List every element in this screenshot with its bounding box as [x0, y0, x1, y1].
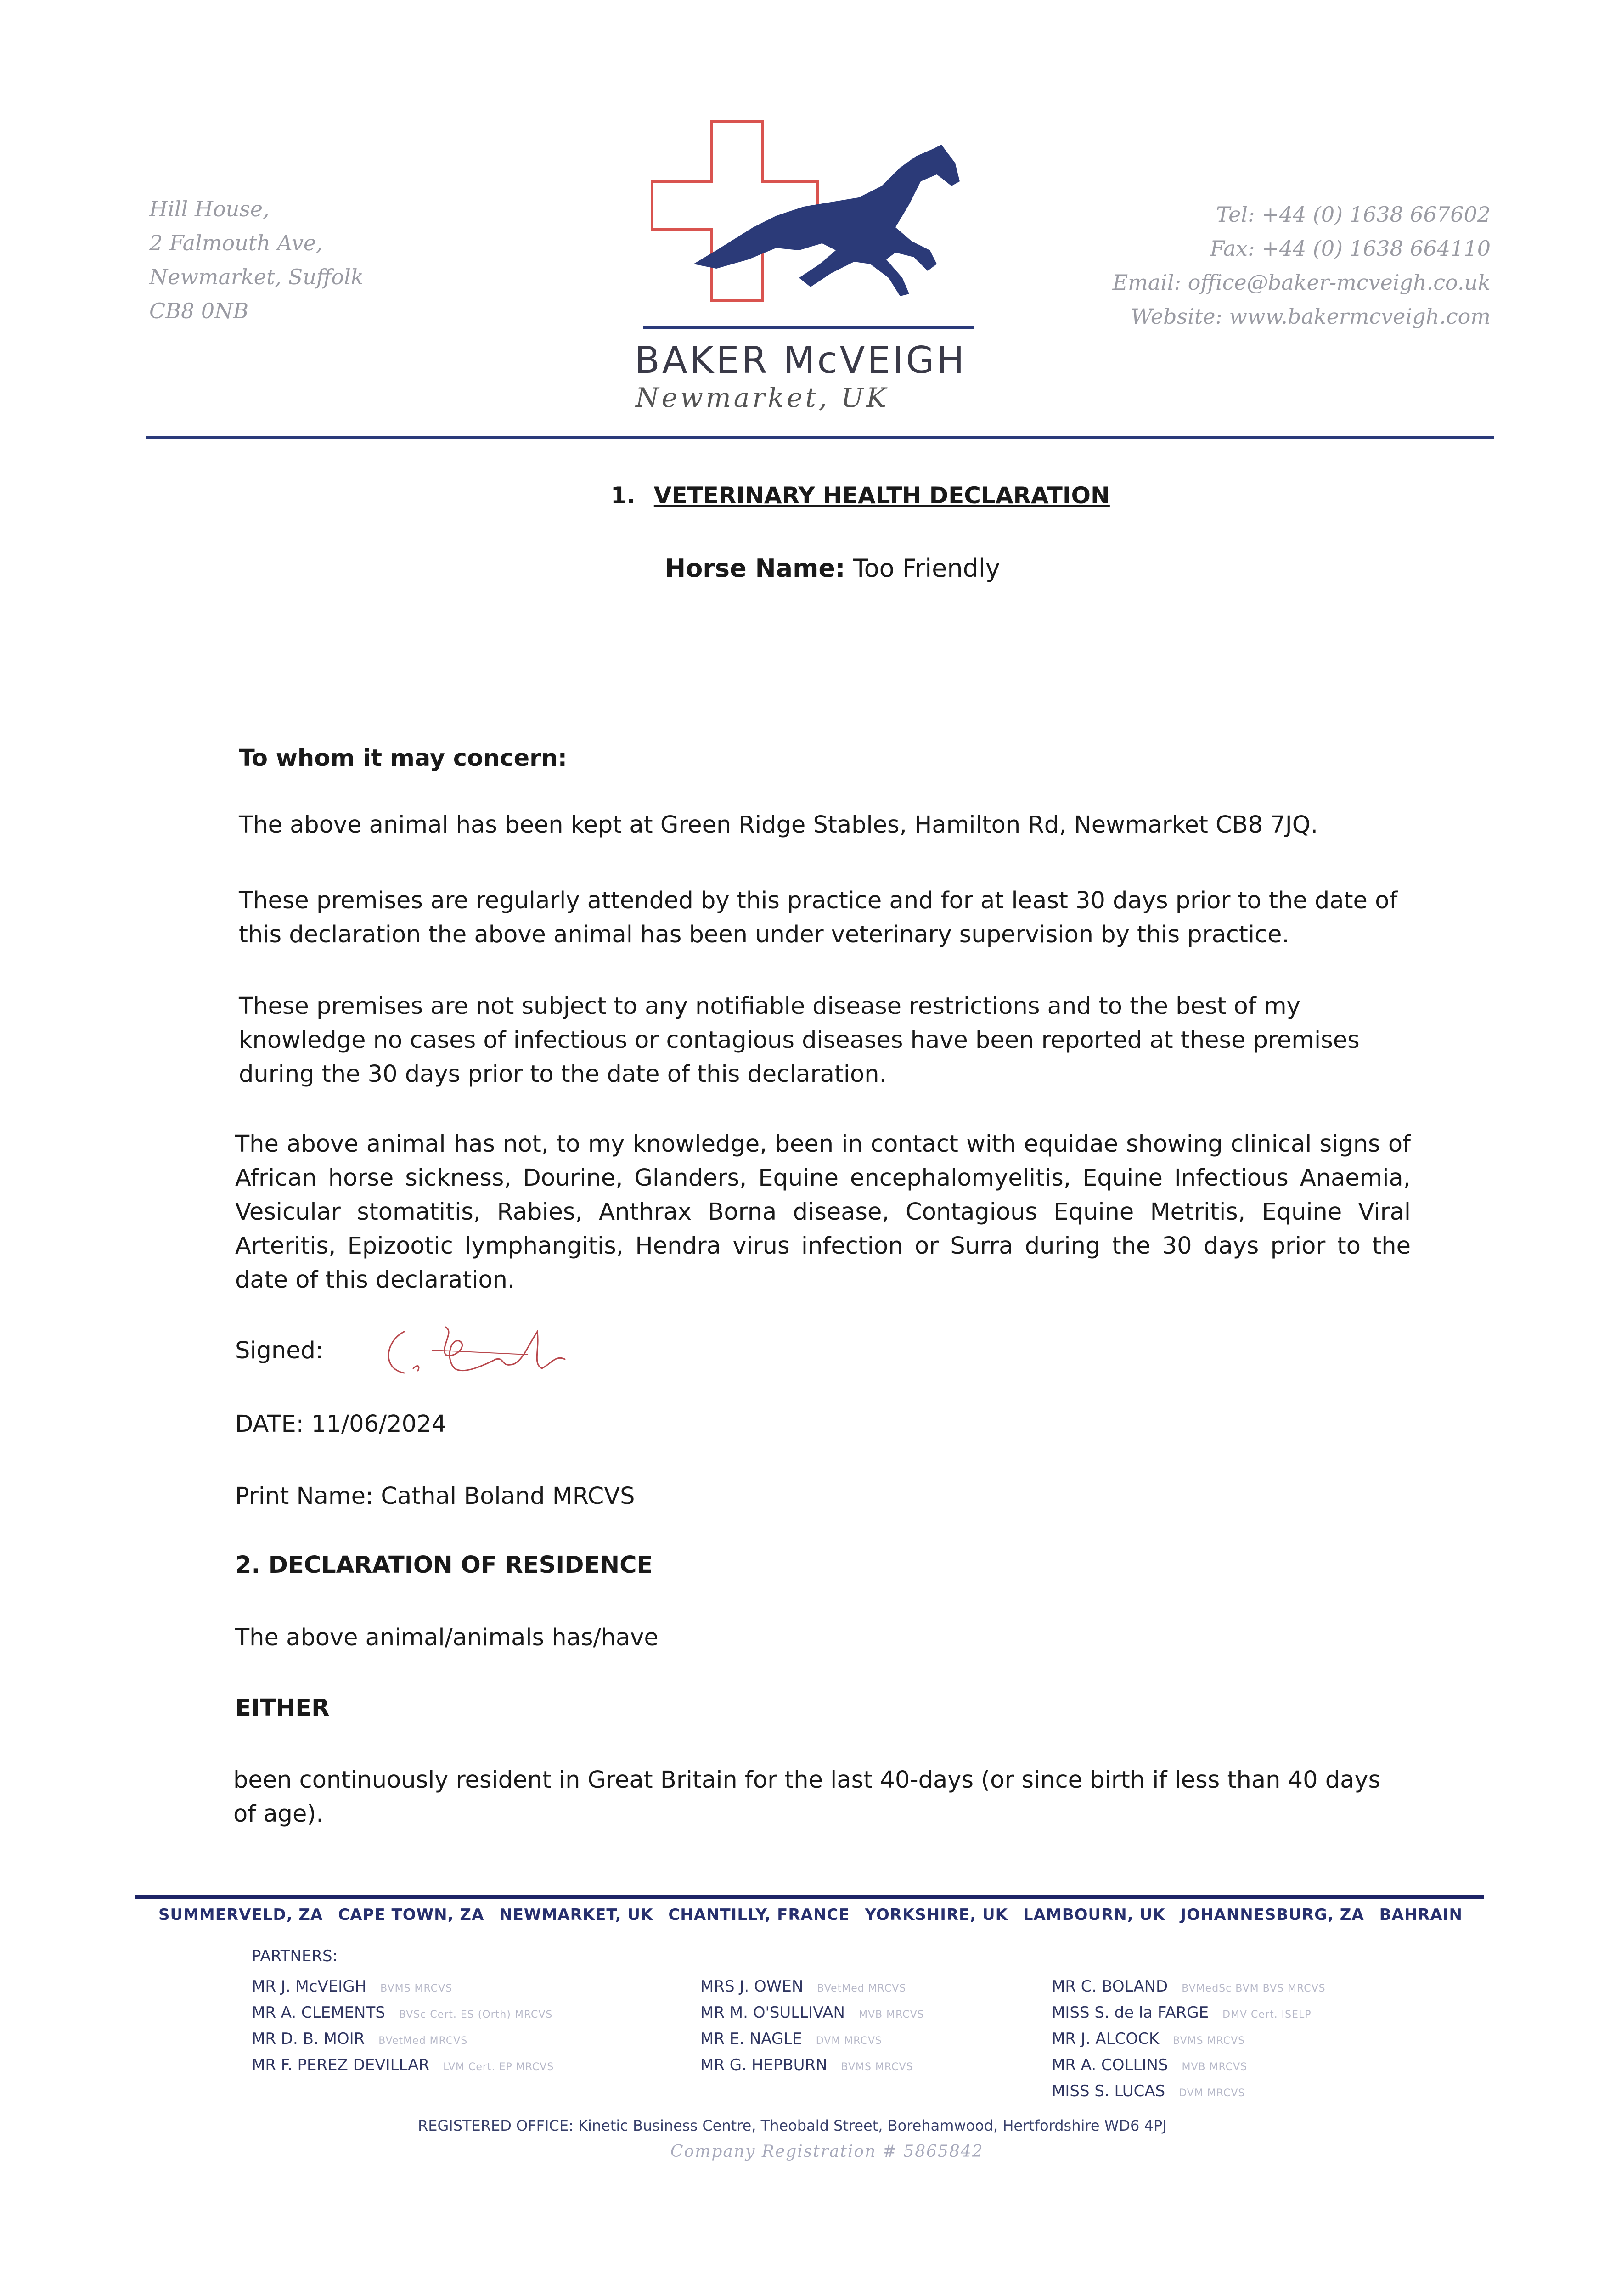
partner-name: MR J. ALCOCK — [1052, 2030, 1160, 2048]
partner-name: MR G. HEPBURN — [700, 2056, 828, 2074]
partner-entry — [252, 2027, 554, 2053]
partner-name: MR C. BOLAND — [1052, 1977, 1168, 1996]
partner-qualification: LVM Cert. EP MRCVS — [443, 2061, 554, 2073]
company-registration: Company Registration # 5865842 — [670, 2142, 984, 2161]
supervision-paragraph: These premises are regularly attended by this practice and for at least 30 days prior to the date of this declaration the above animal has been under veterinary supervision by this practice. — [239, 887, 1398, 948]
declaration-date: DATE: 11/06/2024 — [235, 1411, 447, 1438]
residence-paragraph: been continuously resident in Great Britain for the last 40-days (or since birth if less than 40 days of age). — [233, 1767, 1381, 1828]
premises-paragraph: The above animal has been kept at Green Ridge Stables, Hamilton Rd, Newmarket CB8 7JQ. — [239, 811, 1318, 838]
partner-entry — [700, 2001, 924, 2027]
section-2-title: 2. DECLARATION OF RESIDENCE — [235, 1552, 653, 1579]
location-item: LAMBOURN, UK — [1023, 1906, 1165, 1924]
signature — [377, 1313, 579, 1387]
office-locations — [158, 1906, 1463, 1924]
partners-column-1 — [252, 1975, 554, 2079]
partner-entry — [1052, 2027, 1326, 2053]
location-item: YORKSHIRE, UK — [865, 1906, 1008, 1924]
section-number: 1. — [611, 482, 636, 509]
header-divider — [146, 436, 1494, 439]
fax: Fax: +44 (0) 1638 664110 — [1210, 236, 1491, 261]
partner-name: MR E. NAGLE — [700, 2030, 802, 2048]
partner-qualification: BVSc Cert. ES (Orth) MRCVS — [399, 2009, 553, 2020]
telephone: Tel: +44 (0) 1638 667602 — [1216, 202, 1491, 227]
brand-name: BAKER McVEIGH — [635, 339, 967, 382]
address-line: Newmarket, Suffolk — [149, 264, 364, 289]
partner-entry — [1052, 2079, 1326, 2105]
disease-restrictions-paragraph: These premises are not subject to any notifiable disease restrictions and to the best of my knowledge no cases of infectious or contagious diseases have been reported at these premises during the 30 days prior to the date of this declaration. — [239, 993, 1360, 1088]
partner-name: MR A. CLEMENTS — [252, 2003, 385, 2022]
contact-paragraph: The above animal has not, to my knowledge, been in contact with equidae showing clinical signs of African horse sickness, Dourine, Glanders, Equine encephalomyelitis, Equine Infectious Anaemia, Vesicular stomatitis, Rabies, Anthrax Borna disease, Contagious Equine Metritis, Equine Viral Arteritis, Epizootic lymphangitis, Hendra virus infection or Surra during the 30 days prior to the date of this declaration. — [235, 1131, 1411, 1294]
horse-name-label: Horse Name: — [665, 554, 845, 583]
partner-qualification: BVMedSc BVM BVS MRCVS — [1182, 1983, 1326, 1994]
location-item: JOHANNESBURG, ZA — [1180, 1906, 1364, 1924]
section-title-text: VETERINARY HEALTH DECLARATION — [653, 482, 1110, 509]
registered-office: REGISTERED OFFICE: Kinetic Business Centre, Theobald Street, Borehamwood, Hertfordshire WD6 4PJ — [418, 2117, 1167, 2134]
baker-mcveigh-logo — [638, 113, 978, 333]
partner-qualification: MVB MRCVS — [1182, 2061, 1248, 2073]
partner-entry — [700, 2027, 924, 2053]
partner-entry — [700, 1975, 924, 2001]
partner-name: MISS S. LUCAS — [1052, 2082, 1165, 2100]
email-link[interactable]: Email: office@baker-mcveigh.co.uk — [1112, 270, 1491, 295]
partner-entry — [1052, 2053, 1326, 2079]
practice-address — [149, 192, 364, 328]
partner-entry — [252, 2053, 554, 2079]
partner-entry — [1052, 1975, 1326, 2001]
partner-qualification: BVMS MRCVS — [841, 2061, 913, 2073]
partner-entry — [252, 2001, 554, 2027]
partner-qualification: DMV Cert. ISELP — [1222, 2009, 1312, 2020]
address-line: Hill House, — [149, 197, 270, 221]
footer-divider — [135, 1895, 1484, 1899]
location-item: CHANTILLY, FRANCE — [668, 1906, 850, 1924]
horse-name-line — [665, 554, 1000, 583]
print-name: Print Name: Cathal Boland MRCVS — [235, 1483, 635, 1510]
practice-contact — [1113, 197, 1491, 333]
partner-entry — [700, 2053, 924, 2079]
partners-label: PARTNERS: — [252, 1947, 338, 1965]
partner-qualification: BVetMed MRCVS — [378, 2035, 468, 2047]
signed-label: Signed: — [235, 1337, 324, 1364]
partners-column-2 — [700, 1975, 924, 2079]
location-item: NEWMARKET, UK — [499, 1906, 653, 1924]
section-1-title — [611, 482, 1110, 509]
location-item: BAHRAIN — [1379, 1906, 1463, 1924]
brand-location: Newmarket, UK — [636, 382, 889, 413]
partner-name: MR A. COLLINS — [1052, 2056, 1168, 2074]
partner-name: MR F. PEREZ DEVILLAR — [252, 2056, 430, 2074]
partner-name: MR M. O'SULLIVAN — [700, 2003, 845, 2022]
website-link[interactable]: Website: www.bakermcveigh.com — [1131, 304, 1491, 329]
partner-qualification: BVetMed MRCVS — [817, 1983, 906, 1994]
partner-name: MRS J. OWEN — [700, 1977, 804, 1996]
partner-qualification: BVMS MRCVS — [380, 1983, 453, 1994]
partner-entry — [1052, 2001, 1326, 2027]
partner-qualification: DVM MRCVS — [1179, 2088, 1245, 2099]
partner-qualification: DVM MRCVS — [816, 2035, 882, 2047]
partner-name: MR J. McVEIGH — [252, 1977, 367, 1996]
location-item: CAPE TOWN, ZA — [338, 1906, 484, 1924]
partner-entry — [252, 1975, 554, 2001]
partner-name: MISS S. de la FARGE — [1052, 2003, 1209, 2022]
partner-qualification: BVMS MRCVS — [1173, 2035, 1245, 2047]
partners-column-3 — [1052, 1975, 1326, 2105]
location-item: SUMMERVELD, ZA — [158, 1906, 323, 1924]
salutation: To whom it may concern: — [239, 745, 568, 772]
partner-qualification: MVB MRCVS — [858, 2009, 924, 2020]
partner-name: MR D. B. MOIR — [252, 2030, 365, 2048]
either-label: EITHER — [235, 1694, 330, 1722]
address-line: 2 Falmouth Ave, — [149, 231, 323, 255]
horse-name-value: Too Friendly — [853, 554, 1000, 583]
address-line: CB8 0NB — [149, 298, 249, 323]
galloping-horse-icon — [693, 145, 960, 296]
animal-line: The above animal/animals has/have — [235, 1624, 659, 1651]
